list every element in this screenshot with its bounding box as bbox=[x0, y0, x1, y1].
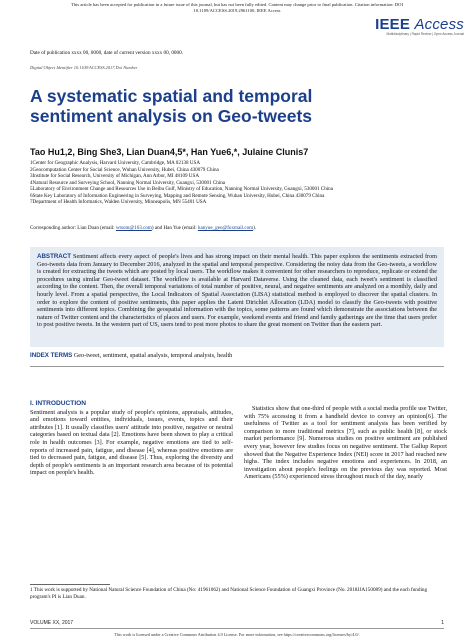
left-column bbox=[30, 400, 233, 477]
email-link-yue[interactable]: hanyue_geo@foxmail.com bbox=[197, 225, 254, 231]
publication-notice bbox=[0, 2, 474, 14]
affiliation-list bbox=[30, 160, 450, 206]
affiliation-item: 6State Key Laboratory of Information Engineering in Surveying, Mapping and Remote Sensing, Wuhan University, Hubei, China 430079 China bbox=[30, 192, 325, 199]
funding-footnote: 1 This work is supported by National Natural Science Foundation of China (No: 41961062) and National Science Foundation of Guangxi Province (No. 2018JJA150089) and the each funding program's PI is Lian Duan. bbox=[30, 587, 428, 600]
logo-brand bbox=[375, 16, 464, 33]
affiliation-item: 5Laboratory of Environment Change and Resources Use in Beibu Gulf, Ministry of Education, Nanning Normal University, Guangxi, 530001 China bbox=[30, 186, 333, 192]
publication-date-line: Date of publication xxxx 00, 0000, date of current version xxxx 00, 0000. bbox=[30, 50, 183, 56]
corresponding-suffix: ). bbox=[253, 225, 257, 231]
affiliation-item: 3Institute for Social Research, University of Michigan, Ann Arbor, MI 48109 USA bbox=[30, 173, 199, 179]
publication-notice-line2: 10.1109/ACCESS.2019.2961100, IEEE Access bbox=[193, 8, 281, 13]
affiliation-item: 1Center for Geographic Analysis, Harvard University, Cambridge, MA 02138 USA bbox=[30, 160, 200, 166]
affiliation-item: 7Department of Health Informatics, Walden University, Minneapolis, MN 55401 USA bbox=[30, 199, 207, 205]
index-terms-text: Geo-tweet, sentiment, spatial analysis, temporal analysis, health bbox=[73, 352, 233, 359]
publication-notice-line1: This article has been accepted for publication in a future issue of this journal, but has not been fully edited. Content may change prior to final publication. Citation information: DOI bbox=[71, 2, 403, 7]
paper-title: A systematic spatial and temporal sentiment analysis on Geo-tweets bbox=[30, 86, 313, 126]
author-list: Tao Hu1,2, Bing She3, Lian Duan4,5*, Han Yue6,*, Julaine Clunis7 bbox=[30, 147, 309, 157]
corresponding-prefix: Corresponding author: Lian Duan (email: bbox=[30, 225, 116, 231]
logo-access: Access bbox=[414, 16, 464, 33]
corresponding-middle: ) and Han Yue (email: bbox=[151, 225, 198, 231]
corresponding-author bbox=[30, 225, 450, 232]
abstract-box bbox=[30, 247, 444, 347]
affiliation-item: 2Geocomputation Center for Social Science, Wuhan University, Hubei, China 430079 China bbox=[30, 166, 219, 173]
right-column bbox=[244, 405, 447, 481]
introduction-paragraph-continued: Statistics show that one-third of people with a social media profile use Twitter, with 75% accessing it from a handheld device to convey an opinion[6]. The usefulness of Twitter as a tool for sentiment analysis has been verified by comparison to more traditional metrics [7], such as public health [8], or stock market performance [9]. Numerous studies on positive sentiment are published every year, however few studies focus on negative sentiment. The Gallup Report showed that the Negative Experience Index (NEI) score in 2017 had reached new highs. The index includes negative emotions and experiences. In 2018, an investigation about people's feelings on the previous day was reported. Most Americans (55%) experienced stress throughout much of the day, nearly bbox=[244, 405, 447, 481]
logo-ieee: IEEE bbox=[375, 16, 411, 33]
introduction-heading: I. INTRODUCTION bbox=[30, 400, 87, 407]
abstract-label: ABSTRACT bbox=[37, 253, 72, 260]
affiliation-item: 4Natural Resource and Surveying School, Nanning Normal University, Guangxi, 530001 China bbox=[30, 179, 226, 186]
introduction-paragraph: Sentiment analysis is a popular study of people's opinions, appraisals, attitudes, and emotions toward entities, individuals, issues, events, topics and their attributes [1]. It usually classifies users' attitude into positive, negative or neutral categories based on textual data [2]. Emotions have been shown to play a critical role in health outcomes [3]. For example, negative emotions are tied to self-reports of increased pain, fatigue, and disease [4], whereas positive emotions are tied to decreased pain, fatigue, and disease [5]. Thus, exploring the diversity and depth of people's sentiments is an important research area because of its potential impact on people's health. bbox=[30, 408, 233, 477]
footnote-divider bbox=[30, 584, 110, 585]
email-link-duan[interactable]: wtsom@163.com bbox=[115, 225, 152, 231]
section-divider bbox=[30, 366, 444, 367]
footer-divider bbox=[30, 628, 444, 629]
volume-label: VOLUME XX, 2017 bbox=[30, 620, 74, 626]
index-terms-label: INDEX TERMS bbox=[30, 352, 73, 359]
logo-tagline: Multidisciplinary | Rapid Review | Open Access Journal bbox=[386, 32, 464, 36]
ieee-access-logo bbox=[375, 16, 464, 36]
abstract-text: Sentiment affects every aspect of people's lives and has strong impact on their mental health. This paper explores the sentiments extracted from Geo-tweets data from January to December 2016, analyzed in the spatial and temporal perspective. Considering the noisy data from the Geo-tweets, a workflow is created for extracting the tweets which are posted by local users. The workflow makes it convenient for other researchers to reproduce, replicate or extend the procedures using similar Geo-tweet dataset. The workflow is available at Harvard Dataverse. Using the cleaned data, each tweet's sentiment is classified according to the content. Then, the overall temporal variations of total number of positive, neural, and negative sentiments are analyzed on a monthly, daily and hourly level. From a spatial perspective, the Local Indicators of Spatial Association (LISA) statistical method is employed to discover the spatial clusters. In order to explore the content of positive sentiments, this paper applies the Latent Dirichlet Allocation (LDA) model to classify the Geo-tweets with positive sentiments into different topics. Combining the geospatial information with the topics, some patterns are found which demonstrate the associations between the nature of Twitter content and the characteristics of places and users. For example, weekend events and friend and family gatherings are the time that users prefer to post positive tweets. In the western part of US, users tend to post more photos to share the great moment on Twitter than the eastern part. bbox=[37, 253, 437, 329]
license-notice: This work is licensed under a Creative Commons Attribution 4.0 License. For more information, see https://creativecommons.org/licenses/by/4.0/. bbox=[114, 632, 360, 637]
page-number: 1 bbox=[441, 620, 444, 626]
index-terms bbox=[30, 352, 444, 360]
doi-line: Digital Object Identifier 10.1109/ACCESS.2017.Doi Number bbox=[30, 65, 138, 70]
